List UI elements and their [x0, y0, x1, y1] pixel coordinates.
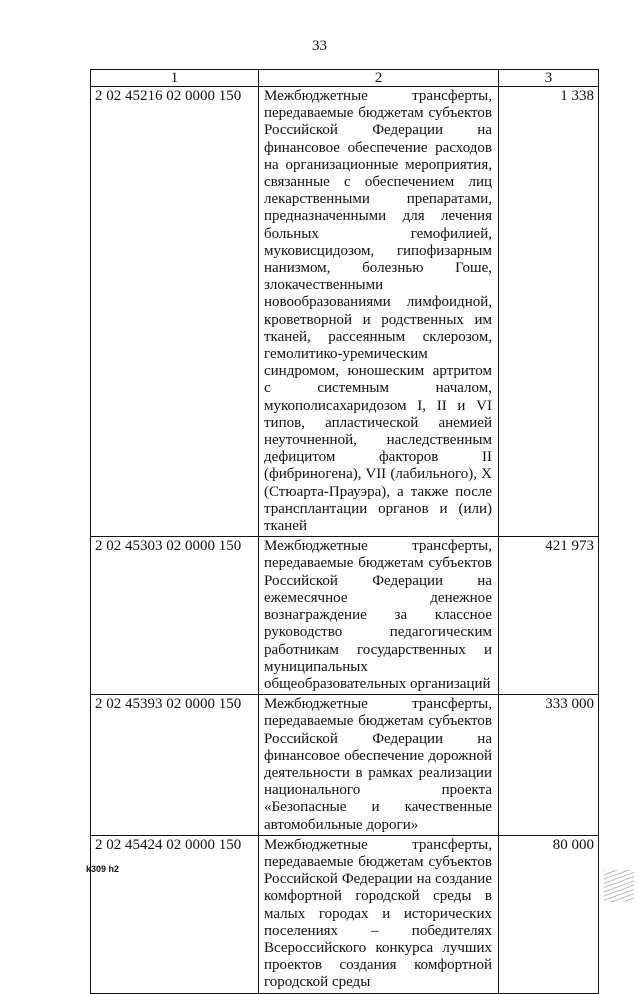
budget-code-cell: 2 02 45216 02 0000 150 — [91, 87, 259, 537]
table-row — [91, 835, 599, 993]
amount-cell: 1 338 — [499, 87, 599, 537]
column-header-3: 3 — [499, 70, 599, 87]
column-header-2: 2 — [259, 70, 499, 87]
document-code: k309 h2 — [86, 864, 120, 874]
scan-edge-mark — [604, 870, 634, 902]
amount-cell: 421 973 — [499, 537, 599, 695]
table-row — [91, 537, 599, 695]
table-header-row — [91, 70, 599, 87]
page-number: 33 — [312, 38, 327, 54]
description-cell: Межбюджетные трансферты, передаваемые бюджетам субъектов Российской Федерации на финансовое обеспечение расходов на организационные мероприятия, связанные с обеспечением лиц лекарственными препаратами, предназначенными для лечения больных гемофилией, муковисцидозом, гипофизарным нанизмом, болезнью Гоше, злокачественными новообразованиями лимфоидной, кроветворной и родственных им тканей, рассеянным склерозом, гемолитико-уремическим синдромом, юношеским артритом с системным началом, мукополисахаридозом I, II и VI типов, апластической анемией неуточненной, наследственным дефицитом факторов II (фибриногена), VII (лабильного), X (Стюарта-Прауэра), а также после трансплантации органов и (или) тканей — [259, 87, 499, 537]
amount-cell: 80 000 — [499, 835, 599, 993]
budget-table — [90, 69, 599, 994]
budget-code-cell: 2 02 45303 02 0000 150 — [91, 537, 259, 695]
description-cell: Межбюджетные трансферты, передаваемые бюджетам субъектов Российской Федерации на финансовое обеспечение дорожной деятельности в рамках реализации национального проекта «Безопасные и качественные автомобильные дороги» — [259, 695, 499, 836]
budget-code-cell: 2 02 45424 02 0000 150 — [91, 835, 259, 993]
table-row — [91, 695, 599, 836]
amount-cell: 333 000 — [499, 695, 599, 836]
description-cell: Межбюджетные трансферты, передаваемые бюджетам субъектов Российской Федерации на ежемесячное денежное вознаграждение за классное руководство педагогическим работникам государственных и муниципальных общеобразовательных организаций — [259, 537, 499, 695]
column-header-1: 1 — [91, 70, 259, 87]
description-cell: Межбюджетные трансферты, передаваемые бюджетам субъектов Российской Федерации на создание комфортной городской среды в малых городах и исторических поселениях – победителях Всероссийского конкурса лучших проектов создания комфортной городской среды — [259, 835, 499, 993]
table-row — [91, 87, 599, 537]
budget-code-cell: 2 02 45393 02 0000 150 — [91, 695, 259, 836]
